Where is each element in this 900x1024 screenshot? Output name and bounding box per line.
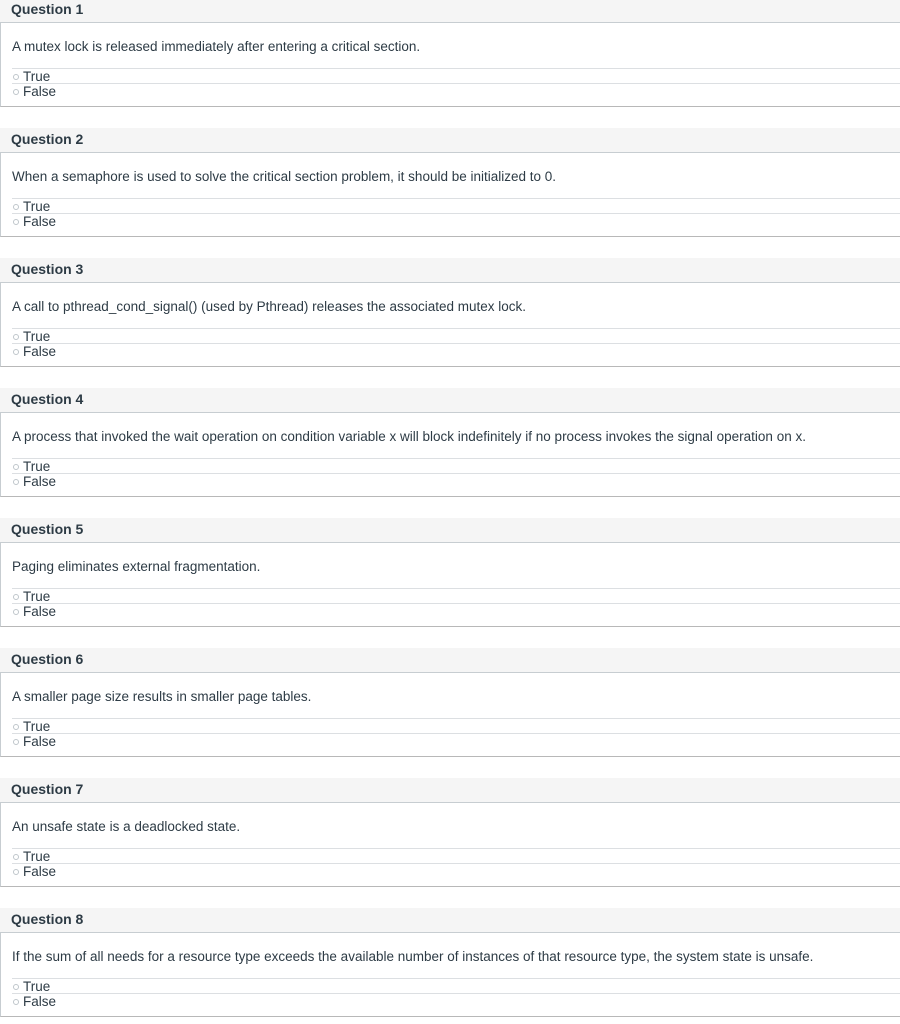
question-block	[0, 518, 900, 628]
question-text: If the sum of all needs for a resource type exceeds the available number of instances of that resource type, the system state is unsafe.	[12, 949, 814, 964]
answer-label: False	[23, 214, 57, 229]
radio-button-icon[interactable]	[13, 219, 19, 225]
radio-button-icon[interactable]	[13, 609, 19, 615]
answer-label: False	[23, 604, 57, 619]
question-body	[0, 673, 900, 757]
question-title: Question 4	[11, 391, 84, 407]
question-block	[0, 128, 900, 238]
question-block	[0, 778, 900, 888]
question-body	[0, 803, 900, 887]
question-block	[0, 908, 900, 1018]
question-body	[0, 543, 900, 627]
answer-option-true[interactable]	[12, 328, 900, 344]
answer-label: False	[23, 474, 57, 489]
answer-label: False	[23, 994, 57, 1009]
question-title: Question 1	[11, 1, 84, 17]
radio-button-icon[interactable]	[13, 89, 19, 95]
answer-option-false[interactable]	[12, 863, 900, 879]
answer-option-false[interactable]	[12, 343, 900, 359]
question-header	[0, 388, 900, 413]
answer-option-true[interactable]	[12, 848, 900, 864]
question-text: A mutex lock is released immediately after entering a critical section.	[12, 39, 421, 54]
answer-label: True	[23, 459, 51, 474]
radio-button-icon[interactable]	[13, 204, 19, 210]
answer-option-true[interactable]	[12, 458, 900, 474]
answer-option-true[interactable]	[12, 978, 900, 994]
radio-button-icon[interactable]	[13, 74, 19, 80]
question-title: Question 2	[11, 131, 84, 147]
question-body	[0, 23, 900, 107]
question-header	[0, 778, 900, 803]
question-text: When a semaphore is used to solve the critical section problem, it should be initialized to 0.	[12, 169, 557, 184]
answer-label: True	[23, 199, 51, 214]
question-body	[0, 933, 900, 1017]
question-title: Question 3	[11, 261, 84, 277]
radio-button-icon[interactable]	[13, 724, 19, 730]
answer-option-false[interactable]	[12, 733, 900, 749]
question-title: Question 8	[11, 911, 84, 927]
answer-option-false[interactable]	[12, 473, 900, 489]
answer-label: True	[23, 589, 51, 604]
radio-button-icon[interactable]	[13, 594, 19, 600]
question-text: A smaller page size results in smaller page tables.	[12, 689, 312, 704]
radio-button-icon[interactable]	[13, 739, 19, 745]
question-block	[0, 388, 900, 498]
question-block	[0, 0, 900, 108]
question-header	[0, 128, 900, 153]
answer-option-false[interactable]	[12, 83, 900, 99]
answer-option-false[interactable]	[12, 993, 900, 1009]
radio-button-icon[interactable]	[13, 984, 19, 990]
question-title: Question 5	[11, 521, 84, 537]
answer-option-false[interactable]	[12, 603, 900, 619]
answer-label: False	[23, 84, 57, 99]
answer-label: True	[23, 719, 51, 734]
answer-option-true[interactable]	[12, 68, 900, 84]
radio-button-icon[interactable]	[13, 869, 19, 875]
answer-label: True	[23, 329, 51, 344]
question-body	[0, 153, 900, 237]
question-body	[0, 413, 900, 497]
question-block	[0, 648, 900, 758]
question-block	[0, 258, 900, 368]
answer-label: True	[23, 849, 51, 864]
question-body	[0, 283, 900, 367]
answer-label: True	[23, 69, 51, 84]
answer-label: False	[23, 734, 57, 749]
radio-button-icon[interactable]	[13, 999, 19, 1005]
question-text: A call to pthread_cond_signal() (used by Pthread) releases the associated mutex lock.	[12, 299, 527, 314]
question-header	[0, 258, 900, 283]
question-header	[0, 908, 900, 933]
answer-label: False	[23, 864, 57, 879]
answer-option-false[interactable]	[12, 213, 900, 229]
answer-option-true[interactable]	[12, 198, 900, 214]
radio-button-icon[interactable]	[13, 479, 19, 485]
question-header	[0, 518, 900, 543]
question-title: Question 7	[11, 781, 84, 797]
question-text: A process that invoked the wait operation on condition variable x will block indefinitely if no process invokes the signal operation on x.	[12, 429, 806, 444]
radio-button-icon[interactable]	[13, 334, 19, 340]
question-title: Question 6	[11, 651, 84, 667]
radio-button-icon[interactable]	[13, 464, 19, 470]
answer-option-true[interactable]	[12, 718, 900, 734]
answer-label: False	[23, 344, 57, 359]
question-text: An unsafe state is a deadlocked state.	[12, 819, 241, 834]
question-header	[0, 648, 900, 673]
question-text: Paging eliminates external fragmentation.	[12, 559, 261, 574]
radio-button-icon[interactable]	[13, 349, 19, 355]
answer-option-true[interactable]	[12, 588, 900, 604]
answer-label: True	[23, 979, 51, 994]
radio-button-icon[interactable]	[13, 854, 19, 860]
question-header	[0, 0, 900, 23]
